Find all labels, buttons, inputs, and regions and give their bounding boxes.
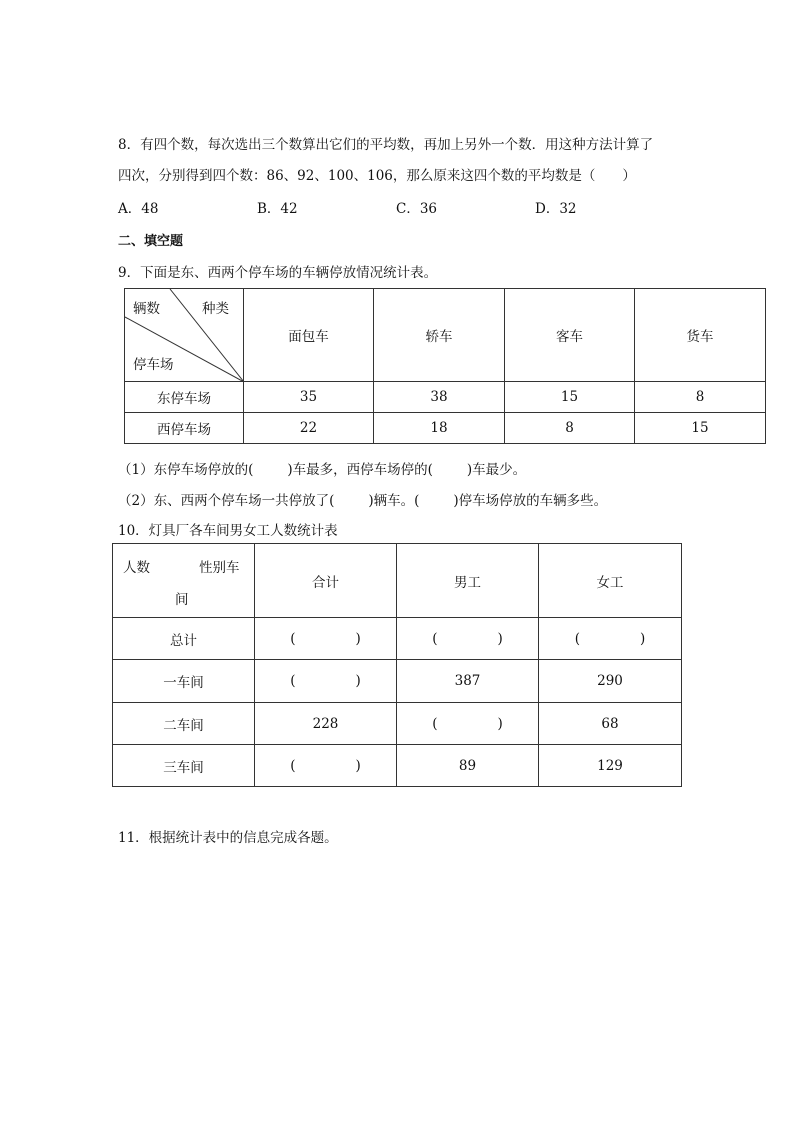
q10-col-header: 男工 — [397, 544, 539, 618]
q9-sub2 — [118, 489, 607, 509]
q9-cell: 8 — [635, 382, 766, 413]
q10-blank-cell[interactable]: ( ) — [397, 703, 539, 745]
q10-cell: 228 — [255, 703, 397, 745]
q9-sub2-text-a: （2）东、西两个停车场一共停放了( — [118, 493, 335, 509]
header-workshop-label: 间 — [175, 592, 189, 608]
q8-line2: 四次，分别得到四个数：86、92、100、106，那么原来这四个数的平均数是（ ） — [118, 168, 636, 184]
q10-row-name: 三车间 — [113, 745, 255, 787]
q10-cell: 290 — [539, 660, 682, 703]
q9-cell: 38 — [374, 382, 505, 413]
q8-option-d: D．32 — [535, 201, 577, 217]
q10-row-name: 一车间 — [113, 660, 255, 703]
q8-option-b: B．42 — [257, 201, 298, 217]
q10-blank-cell[interactable]: ( ) — [539, 618, 682, 660]
header-gender-label: 性别车 — [199, 560, 240, 576]
q10-cell: 68 — [539, 703, 682, 745]
q10-cell: 387 — [397, 660, 539, 703]
q8-option-a: A．48 — [118, 201, 159, 217]
q10-col-header: 合计 — [255, 544, 397, 618]
q9-sub1-text-b: )车最多，西停车场停的( — [287, 462, 433, 478]
q9-col-header: 货车 — [635, 289, 766, 382]
q9-cell: 18 — [374, 413, 505, 444]
q10-table — [112, 543, 682, 787]
q9-col-header: 客车 — [505, 289, 635, 382]
header-type-label: 种类 — [202, 301, 229, 317]
header-lot-label: 停车场 — [133, 357, 174, 373]
q10-blank-cell[interactable]: ( ) — [255, 660, 397, 703]
q11-title: 11．根据统计表中的信息完成各题。 — [118, 830, 338, 846]
q9-table — [124, 288, 766, 444]
q10-blank-cell[interactable]: ( ) — [255, 745, 397, 787]
q10-blank-cell[interactable]: ( ) — [255, 618, 397, 660]
header-count-label: 人数 — [123, 560, 150, 576]
q9-sub1-text-a: （1）东停车场停放的( — [118, 462, 254, 478]
q10-cell: 89 — [397, 745, 539, 787]
q10-title: 10．灯具厂各车间男女工人数统计表 — [118, 523, 338, 539]
q9-cell: 22 — [244, 413, 374, 444]
q10-cell: 129 — [539, 745, 682, 787]
q10-col-header: 女工 — [539, 544, 682, 618]
q9-row-name: 东停车场 — [125, 382, 244, 413]
q8-line1: 8．有四个数，每次选出三个数算出它们的平均数，再加上另外一个数．用这种方法计算了 — [118, 137, 654, 153]
q10-row-name: 二车间 — [113, 703, 255, 745]
q9-title: 9．下面是东、西两个停车场的车辆停放情况统计表。 — [118, 265, 438, 281]
q9-col-header: 轿车 — [374, 289, 505, 382]
header-count-label: 辆数 — [133, 301, 160, 317]
q9-cell: 35 — [244, 382, 374, 413]
q10-blank-cell[interactable]: ( ) — [397, 618, 539, 660]
q9-cell: 8 — [505, 413, 635, 444]
q10-row-name: 总计 — [113, 618, 255, 660]
q8-option-c: C．36 — [396, 201, 438, 217]
q9-cell: 15 — [635, 413, 766, 444]
q9-row-name: 西停车场 — [125, 413, 244, 444]
q9-col-header: 面包车 — [244, 289, 374, 382]
q9-sub1-text-c: )车最少。 — [466, 462, 527, 478]
q9-cell: 15 — [505, 382, 635, 413]
q9-sub2-text-b: )辆车。( — [368, 493, 420, 509]
q9-sub2-text-c: )停车场停放的车辆多些。 — [453, 493, 608, 509]
section-title: 二、填空题 — [118, 234, 184, 249]
q9-sub1 — [118, 458, 526, 478]
q10-corner-header — [113, 544, 255, 618]
q9-diagonal-header — [125, 289, 244, 382]
